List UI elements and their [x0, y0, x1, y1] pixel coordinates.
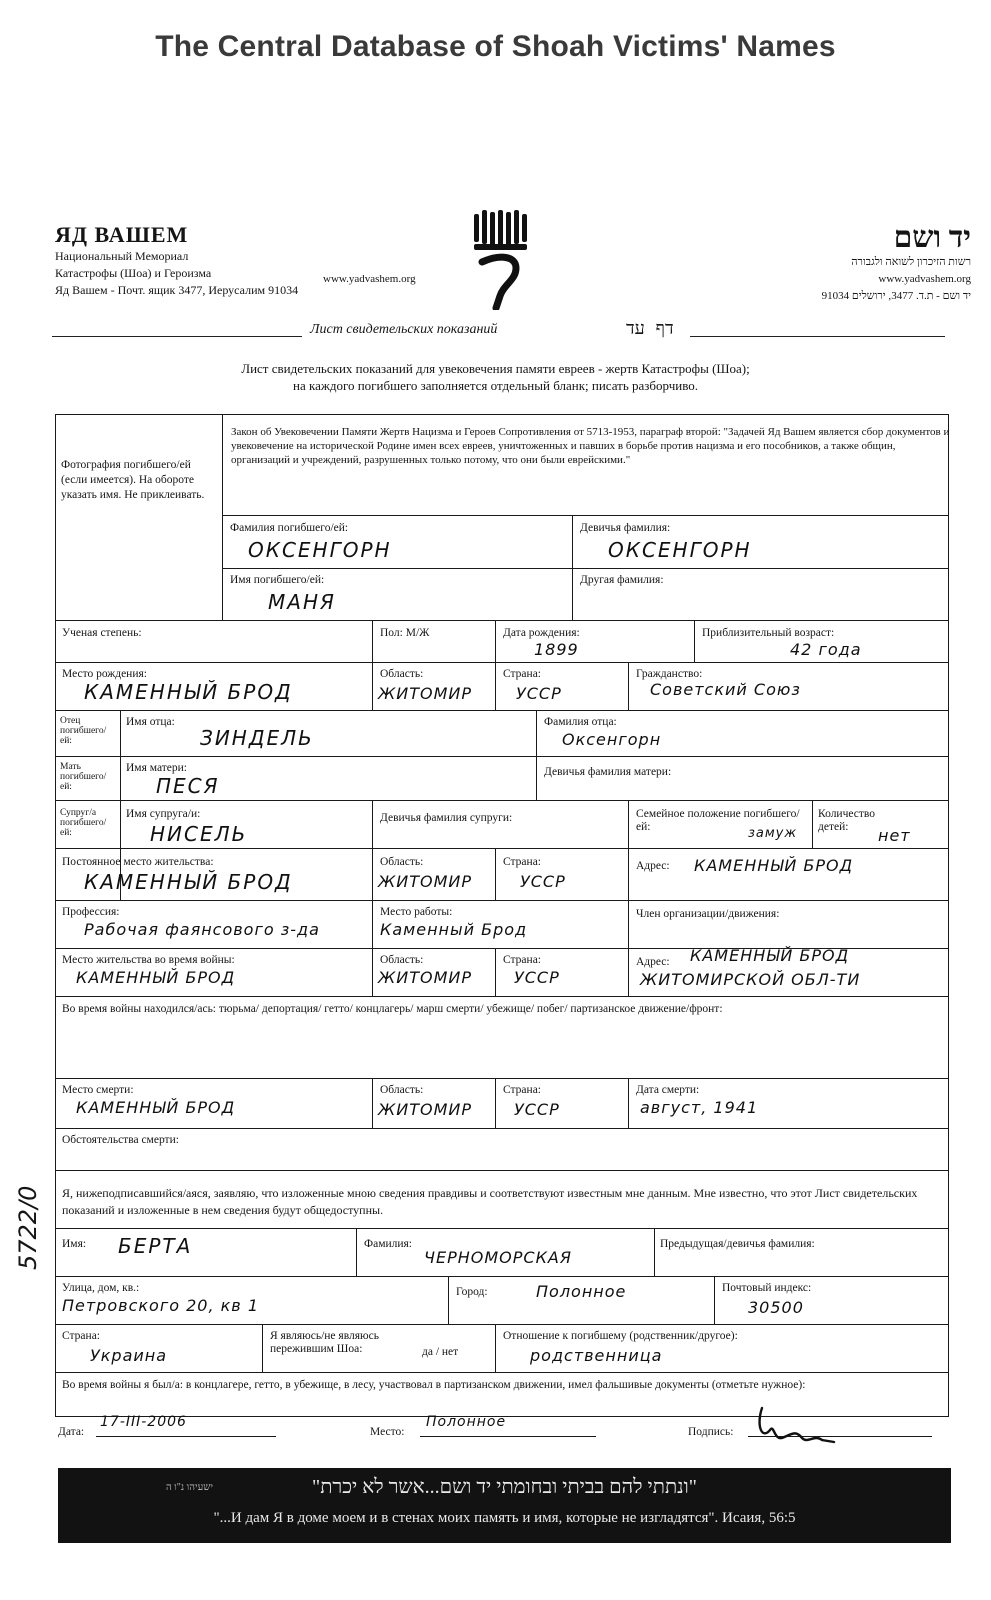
survivor-label: Я являюсь/не являюсь пережившим Шоа: — [270, 1330, 379, 1355]
divider-v — [495, 620, 496, 662]
mother-side-label: Мать погибшего/ей: — [60, 762, 107, 792]
mother-name-value[interactable]: ПЕСЯ — [156, 774, 220, 798]
org-member-label: Член организации/движения: — [636, 908, 780, 920]
photo-divider — [222, 414, 223, 620]
submitter-war-label: Во время войны я был/а: в концлагере, гетто, в убежище, в лесу, участвовал в партизанском движении, имел фальшивые документы (отметьте нужное): — [62, 1379, 806, 1391]
divider-v — [654, 1228, 655, 1276]
name-col-divider — [572, 515, 573, 620]
org-website[interactable]: www.yadvashem.org — [323, 273, 416, 285]
city-value[interactable]: Полонное — [536, 1282, 627, 1301]
death-country-value[interactable]: УССР — [514, 1100, 560, 1119]
divider-v — [694, 620, 695, 662]
divider-v — [628, 948, 629, 996]
org-line-hebrew-1: רשות הזיכרון לשואה ולגבורה — [851, 256, 971, 268]
birthplace-label: Место рождения: — [62, 668, 147, 680]
row-rule-1 — [55, 620, 949, 621]
divider-v — [356, 1228, 357, 1276]
workplace-label: Место работы: — [380, 906, 453, 918]
war-status-label: Во время войны находился/ась: тюрьма/ депортация/ гетто/ концлагерь/ марш смерти/ убежище/ побег/ партизанское движение/фронт: — [62, 1003, 723, 1015]
spouse-maiden-label: Девичья фамилия супруги: — [380, 812, 513, 824]
sex-label: Пол: М/Ж — [380, 627, 430, 639]
mother-name-label: Имя матери: — [126, 762, 187, 774]
org-name-hebrew: יד ושם — [893, 221, 971, 254]
approx-age-label: Приблизительный возраст: — [702, 627, 835, 639]
residence-label: Постоянное место жительства: — [62, 856, 214, 868]
residence-address-value[interactable]: КАМЕННЫЙ БРОД — [694, 856, 854, 875]
war-address-value-2[interactable]: ЖИТОМИРСКОЙ ОБЛ-ТИ — [640, 970, 861, 989]
law-bottom-rule — [222, 515, 949, 516]
database-title: The Central Database of Shoah Victims' Names — [155, 30, 836, 63]
sheet-title: Лист свидетельских показаний — [310, 322, 498, 337]
marital-status-label: Семейное положение погибшего/ей: — [636, 808, 800, 833]
surname-label: Фамилия погибшего/ей: — [230, 522, 349, 534]
children-count-label: Количество детей: — [818, 808, 875, 833]
father-name-value[interactable]: ЗИНДЕЛЬ — [200, 726, 314, 750]
profession-label: Профессия: — [62, 906, 120, 918]
death-date-label: Дата смерти: — [636, 1084, 700, 1096]
death-circumstances-label: Обстоятельства смерти: — [62, 1134, 179, 1146]
birthplace-value[interactable]: КАМЕННЫЙ БРОД — [84, 680, 293, 704]
survivor-options[interactable]: да / нет — [422, 1346, 459, 1358]
row-rule-13 — [55, 1228, 949, 1229]
footer-russian-quote: "...И дам Я в доме моем и в стенах моих память и имя, которые не изгладятся". Исаия, 56:5 — [213, 1510, 796, 1526]
submitter-country-value[interactable]: Украина — [90, 1346, 168, 1365]
place-value[interactable]: Полонное — [426, 1414, 507, 1430]
org-name-russian: ЯД ВАШЕМ — [55, 222, 189, 247]
birth-date-value[interactable]: 1899 — [534, 640, 579, 659]
birth-date-label: Дата рождения: — [503, 627, 580, 639]
workplace-value[interactable]: Каменный Брод — [380, 920, 528, 939]
mother-maiden-label: Девичья фамилия матери: — [544, 766, 672, 778]
intro-line-2: на каждого погибшего заполняется отдельный бланк; писать разборчиво. — [292, 378, 699, 393]
birth-region-label: Область: — [380, 668, 424, 680]
sheet-title-hebrew: דף עד — [626, 318, 674, 339]
row-rule-10 — [55, 1078, 949, 1079]
degree-label: Ученая степень: — [62, 627, 142, 639]
intro-line-1: Лист свидетельских показаний для увековечения памяти евреев - жертв Катастрофы (Шоа); — [241, 361, 750, 376]
signature-mark — [752, 1400, 842, 1446]
other-surname-label: Другая фамилия: — [580, 574, 664, 586]
footer-quote-banner — [58, 1468, 951, 1543]
citizenship-label: Гражданство: — [636, 668, 703, 680]
war-residence-label: Место жительства во время войны: — [62, 954, 235, 966]
row-rule-4 — [55, 756, 949, 757]
attestation-text: Я, нижеподписавшийся/аяся, заявляю, что изложенные мною сведения правдивы и соответствуют известным мне данным. Мне известно, что этот Лист свидетельских показаний и изложенные в нем сведения будут общедоступны. — [62, 1186, 918, 1217]
birth-country-label: Страна: — [503, 668, 541, 680]
row-rule-12 — [55, 1170, 949, 1171]
divider-v — [628, 800, 629, 948]
profession-value[interactable]: Рабочая фаянсового з-да — [84, 920, 320, 939]
org-website-hebrew[interactable]: www.yadvashem.org — [878, 273, 971, 285]
divider-v — [372, 1078, 373, 1128]
death-country-label: Страна: — [503, 1084, 541, 1096]
divider-v — [812, 800, 813, 848]
death-region-value[interactable]: ЖИТОМИР — [378, 1100, 472, 1119]
submitter-prev-surname-label: Предыдущая/девичья фамилия: — [660, 1238, 815, 1250]
relation-value[interactable]: родственница — [530, 1346, 663, 1365]
date-value[interactable]: 17-III-2006 — [100, 1414, 187, 1430]
birth-region-value[interactable]: ЖИТОМИР — [378, 684, 472, 703]
row-rule-11 — [55, 1128, 949, 1129]
relation-label: Отношение к погибшему (родственник/другое): — [503, 1330, 738, 1342]
row-rule-16 — [55, 1372, 949, 1373]
surname-value[interactable]: ОКСЕНГОРН — [248, 538, 392, 562]
org-line-1: Национальный Мемориал — [55, 249, 189, 263]
divider-v — [372, 948, 373, 996]
row-rule-2 — [55, 662, 949, 663]
divider-v — [372, 800, 373, 848]
law-text: Закон об Увековечении Памяти Жертв Нацизма и Героев Сопротивления от 5713-1953, параграф второй: "Задачей Яд Вашем является сбор документов и увековечение на исторической Родине имен всех евреев, уничтоженных и павших в борьбе против нацизма и его пособников, а также общин, организаций и учреждений, разрушенных только потому, что они были еврейскими." — [231, 426, 950, 466]
row-rule-3 — [55, 710, 949, 711]
date-label: Дата: — [58, 1426, 85, 1438]
street-value[interactable]: Петровского 20, кв 1 — [62, 1296, 259, 1315]
approx-age-value[interactable]: 42 года — [790, 640, 862, 659]
photo-note: Фотография погибшего/ей (если имеется). На обороте указать имя. Не приклеивать. — [61, 459, 205, 501]
war-country-label: Страна: — [503, 954, 541, 966]
residence-region-value[interactable]: ЖИТОМИР — [378, 872, 472, 891]
divider-v — [495, 1324, 496, 1372]
divider-v — [495, 948, 496, 996]
row-rule-7 — [55, 900, 949, 901]
row-rule-9 — [55, 996, 949, 997]
submitter-surname-value[interactable]: ЧЕРНОМОРСКАЯ — [424, 1248, 572, 1267]
place-label: Место: — [370, 1426, 405, 1438]
residence-region-label: Область: — [380, 856, 424, 868]
father-name-label: Имя отца: — [126, 716, 175, 728]
war-region-value[interactable]: ЖИТОМИР — [378, 968, 472, 987]
father-surname-value[interactable]: Оксенгорн — [562, 730, 662, 749]
death-place-value[interactable]: КАМЕННЫЙ БРОД — [76, 1098, 236, 1117]
divider-v — [628, 1078, 629, 1128]
divider-v — [714, 1276, 715, 1324]
row-rule-15 — [55, 1324, 949, 1325]
war-region-label: Область: — [380, 954, 424, 966]
date-underline — [96, 1436, 276, 1437]
divider-v — [495, 848, 496, 900]
residence-country-value[interactable]: УССР — [520, 872, 566, 891]
divider-v — [495, 662, 496, 710]
death-date-value[interactable]: август, 1941 — [640, 1098, 759, 1117]
divider-v — [448, 1276, 449, 1324]
children-count-value[interactable]: нет — [878, 826, 911, 845]
side-number: 5722/0 — [14, 1185, 42, 1270]
war-residence-value[interactable]: КАМЕННЫЙ БРОД — [76, 968, 236, 987]
maiden-name-label: Девичья фамилия: — [580, 522, 671, 534]
first-name-value[interactable]: МАНЯ — [268, 590, 336, 614]
death-place-label: Место смерти: — [62, 1084, 134, 1096]
residence-country-label: Страна: — [503, 856, 541, 868]
divider-v — [372, 900, 373, 948]
divider-v — [628, 662, 629, 710]
row-rule-6 — [55, 848, 949, 849]
divider-v — [262, 1324, 263, 1372]
divider-v — [372, 620, 373, 662]
org-line-hebrew-2: יד ושם - ת.ד. 3477, ירושלים 91034 — [821, 290, 971, 302]
zip-value[interactable]: 30500 — [748, 1298, 804, 1317]
divider-v — [536, 710, 537, 800]
submitter-name-label: Имя: — [62, 1238, 87, 1250]
org-line-2: Катастрофы (Шоа) и Героизма — [55, 266, 212, 280]
submitter-name-value[interactable]: БЕРТА — [118, 1234, 193, 1258]
footer-hebrew-reference: ישעיהו נ"ו ה — [166, 1482, 213, 1493]
place-underline — [420, 1436, 596, 1437]
submitter-country-label: Страна: — [62, 1330, 100, 1342]
org-line-3: Яд Вашем - Почт. ящик 3477, Иерусалим 91034 — [55, 283, 299, 297]
divider-v — [372, 848, 373, 900]
residence-value[interactable]: КАМЕННЫЙ БРОД — [84, 870, 293, 894]
city-label: Город: — [456, 1286, 488, 1298]
father-surname-label: Фамилия отца: — [544, 716, 617, 728]
zip-label: Почтовый индекс: — [722, 1282, 812, 1294]
birth-country-value[interactable]: УССР — [516, 684, 562, 703]
submitter-surname-label: Фамилия: — [364, 1238, 412, 1250]
war-country-value[interactable]: УССР — [514, 968, 560, 987]
maiden-name-value[interactable]: ОКСЕНГОРН — [608, 538, 752, 562]
spouse-side-label: Супруг/а погибшего/ей: — [60, 808, 107, 838]
row-rule-5 — [55, 800, 949, 801]
death-region-label: Область: — [380, 1084, 424, 1096]
spouse-name-label: Имя супруга/и: — [126, 808, 201, 820]
first-name-label: Имя погибшего/ей: — [230, 574, 325, 586]
footer-hebrew-quote: "ונתתי להם בביתי ובחומתי יד ושם...אשר לא יכרת" — [312, 1476, 697, 1498]
father-side-label: Отец погибшего/ей: — [60, 716, 107, 746]
residence-address-label: Адрес: — [636, 860, 670, 872]
divider-v — [372, 662, 373, 710]
divider-v — [495, 1078, 496, 1128]
row-rule-14 — [55, 1276, 949, 1277]
marital-status-value[interactable]: замуж — [748, 826, 798, 841]
spouse-name-value[interactable]: НИСЕЛЬ — [150, 822, 248, 846]
street-label: Улица, дом, кв.: — [62, 1282, 140, 1294]
name-row-rule — [222, 568, 949, 569]
citizenship-value[interactable]: Советский Союз — [650, 680, 801, 699]
signature-label: Подпись: — [688, 1426, 734, 1438]
war-address-label: Адрес: — [636, 956, 670, 968]
war-address-value-1[interactable]: КАМЕННЫЙ БРОД — [690, 946, 850, 965]
